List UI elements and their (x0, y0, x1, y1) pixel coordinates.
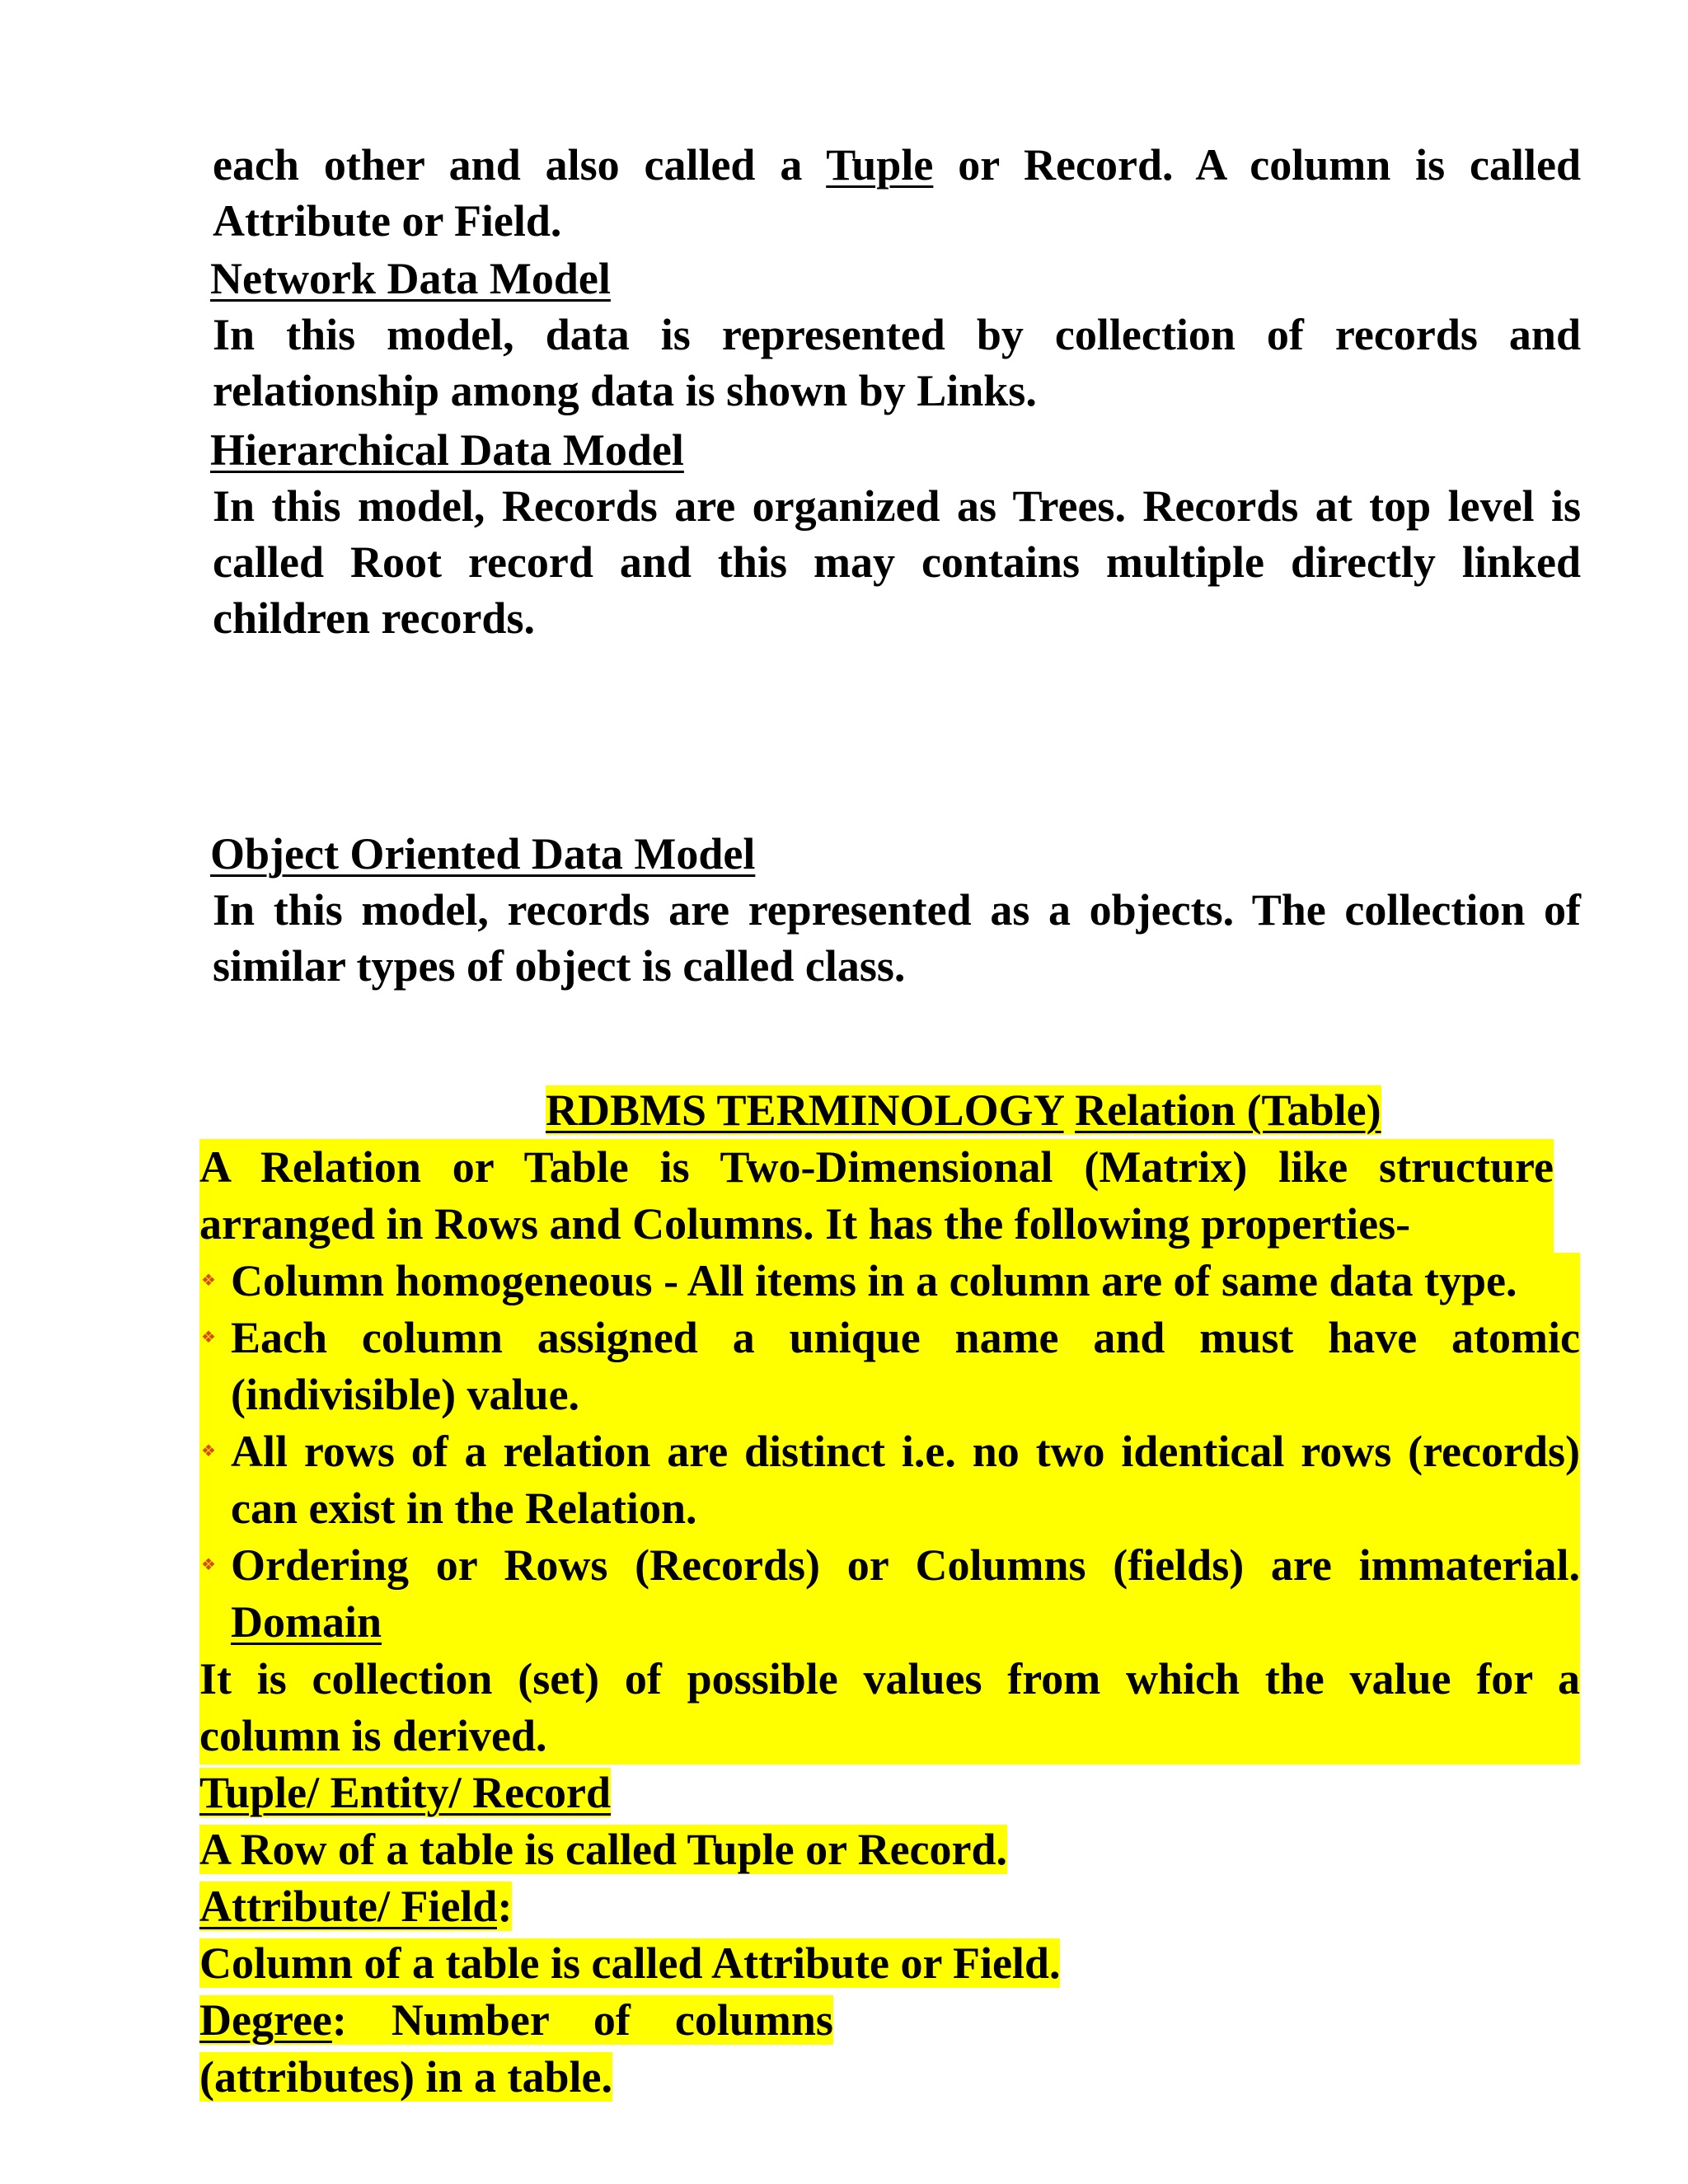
diamond-bullet-icon: ❖ (201, 1270, 216, 1290)
relation-definition (199, 1139, 1554, 1253)
property-item (199, 1310, 1580, 1423)
diamond-bullet-icon: ❖ (201, 1554, 216, 1574)
attribute-colon: : (497, 1882, 513, 1931)
object-oriented-section (210, 826, 1581, 994)
hierarchical-section (210, 422, 1581, 646)
network-body: In this model, data is represented by collection of records and relationship among data is shown by Links. (213, 310, 1581, 415)
property-text: Each column assigned a unique name and must have atomic (231, 1313, 1580, 1362)
property-text: Ordering or Rows (Records) or Columns (fields) are immaterial. (231, 1540, 1580, 1590)
tuple-body-line (199, 1821, 1580, 1878)
rdbms-section (199, 1082, 1580, 2106)
domain-heading-line (231, 1594, 1580, 1651)
diamond-bullet-icon: ❖ (201, 1327, 216, 1347)
network-heading: Network Data Model (210, 254, 611, 303)
property-text-cont: can exist in the Relation. (231, 1483, 697, 1533)
rdbms-title-line (199, 1082, 1580, 1139)
degree-text: : Number of columns (331, 1995, 833, 2045)
property-item (199, 1253, 1580, 1310)
degree-line-2 (199, 2049, 1580, 2106)
domain-line-2: column is derived. (199, 1711, 547, 1760)
attribute-heading: Attribute/ Field (199, 1882, 498, 1931)
domain-definition (199, 1651, 1580, 1765)
attribute-heading-line (199, 1878, 1580, 1935)
object-oriented-body: In this model, records are represented as a objects. The collection of similar types of object is called class. (213, 885, 1581, 991)
hierarchical-body: In this model, Records are organized as Trees. Records at top level is called Root record and this may contains multiple directly linked children records. (213, 481, 1581, 643)
property-text-cont: (indivisible) value. (231, 1370, 580, 1419)
relation-properties-list (199, 1253, 1580, 1651)
tuple-body: A Row of a table is called Tuple or Record. (199, 1825, 1008, 1874)
attribute-body: Column of a table is called Attribute or Field. (199, 1938, 1061, 1988)
intro-line-2: Attribute or Field. (213, 196, 562, 246)
property-text: Column homogeneous - All items in a column are of same data type. (231, 1256, 1517, 1305)
intro-text: each other and also called a (213, 140, 827, 190)
property-item (199, 1537, 1580, 1651)
domain-line-1: It is collection (set) of possible values from which the value for a (199, 1654, 1580, 1704)
intro-line-1 (213, 137, 1581, 193)
network-section (210, 251, 1581, 419)
intro-continuation (213, 137, 1581, 249)
diamond-bullet-icon: ❖ (201, 1441, 216, 1460)
degree-heading: Degree (199, 1995, 332, 2045)
hierarchical-heading: Hierarchical Data Model (210, 425, 684, 475)
degree-text-cont: (attributes) in a table. (199, 2052, 612, 2102)
tuple-term: Tuple (826, 140, 934, 190)
attribute-body-line (199, 1935, 1580, 1992)
intro-text-end: or Record. A column is called (933, 140, 1581, 190)
relation-heading: Relation (Table) (1075, 1085, 1381, 1135)
relation-line-1: A Relation or Table is Two-Dimensional (Matrix) like structure (199, 1142, 1554, 1192)
domain-heading: Domain (231, 1597, 382, 1647)
object-oriented-heading: Object Oriented Data Model (210, 829, 756, 879)
degree-line-1 (199, 1992, 1580, 2049)
tuple-heading: Tuple/ Entity/ Record (199, 1768, 612, 1817)
property-item (199, 1423, 1580, 1537)
tuple-heading-line (199, 1765, 1580, 1821)
rdbms-title: RDBMS TERMINOLOGY (546, 1085, 1064, 1135)
property-text: All rows of a relation are distinct i.e. no two identical rows (records) (231, 1427, 1580, 1476)
relation-line-2: arranged in Rows and Columns. It has the following properties- (199, 1199, 1411, 1249)
